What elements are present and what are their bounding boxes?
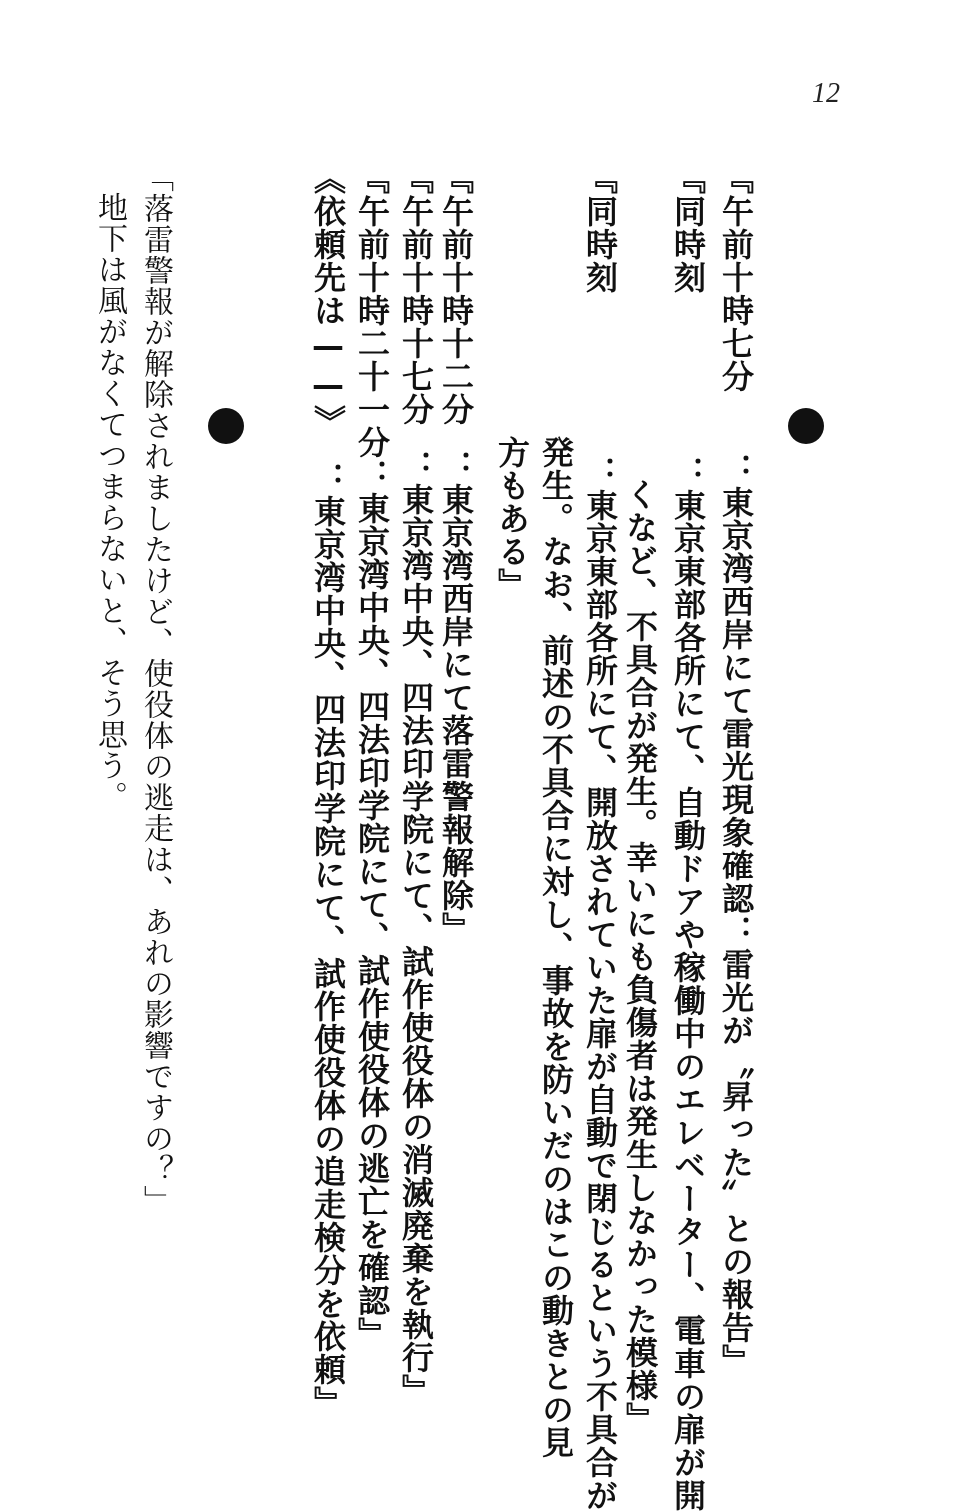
section-bullet-1 (788, 408, 824, 444)
log-line-7 (437, 162, 475, 945)
log-line-5 (537, 436, 575, 1459)
page-number: 12 (812, 78, 840, 109)
log-desc-3: くなど、不具合が発生。幸いにも負傷者は発生しなかった模様』 (621, 478, 659, 1435)
log-desc-9: ：東京湾中央、四法印学院にて、試作使役体の逃亡を確認』 (353, 459, 391, 1350)
log-desc-2: ：東京東部各所にて、自動ドアや稼働中のエレベーター、電車の扉が開 (669, 456, 707, 1512)
log-line-3 (621, 478, 659, 1435)
log-desc-6: 方もある』 (493, 436, 531, 601)
log-desc-1: ：東京湾西岸にて雷光現象確認：雷光が〝昇った〟との報告』 (717, 453, 755, 1377)
log-line-2 (669, 162, 707, 1512)
log-desc-8: ：東京湾中央、四法印学院にて、試作使役体の消滅廃棄を執行』 (397, 450, 435, 1407)
narration-line: 地下は風がなくてつまらないと、そう思う。 (92, 192, 127, 812)
log-line-1 (717, 162, 755, 1377)
log-line-8 (397, 162, 435, 1407)
section-bullet-2 (208, 408, 244, 444)
log-desc-5: 発生。なお、前述の不具合に対し、事故を防いだのはこの動きとの見 (537, 436, 575, 1459)
log-line-9 (353, 162, 391, 1350)
log-time-8: 『午前十時十七分 (397, 162, 435, 426)
log-time-1: 『午前十時七分 (717, 162, 755, 393)
log-desc-10: ：東京湾中央、四法印学院にて、試作使役体の追走検分を依頼』 (309, 462, 347, 1419)
log-time-7: 『午前十時十二分 (437, 162, 475, 426)
log-line-4 (581, 162, 619, 1512)
log-time-2: 『同時刻 (669, 162, 707, 294)
dialogue-line: 「落雷警報が解除されましたけど、使役体の逃走は、あれの影響ですの？」 (138, 162, 173, 1216)
log-line-10 (309, 162, 347, 1419)
log-time-9: 『午前十時二十一分 (353, 162, 391, 459)
log-desc-7: ：東京湾西岸にて落雷警報解除』 (437, 450, 475, 945)
log-line-6 (493, 436, 531, 601)
log-desc-4: ：東京東部各所にて、開放されていた扉が自動で閉じるという不具合が (581, 456, 619, 1512)
log-time-4: 『同時刻 (581, 162, 619, 294)
log-time-10: 《依頼先は——》 (309, 162, 347, 438)
